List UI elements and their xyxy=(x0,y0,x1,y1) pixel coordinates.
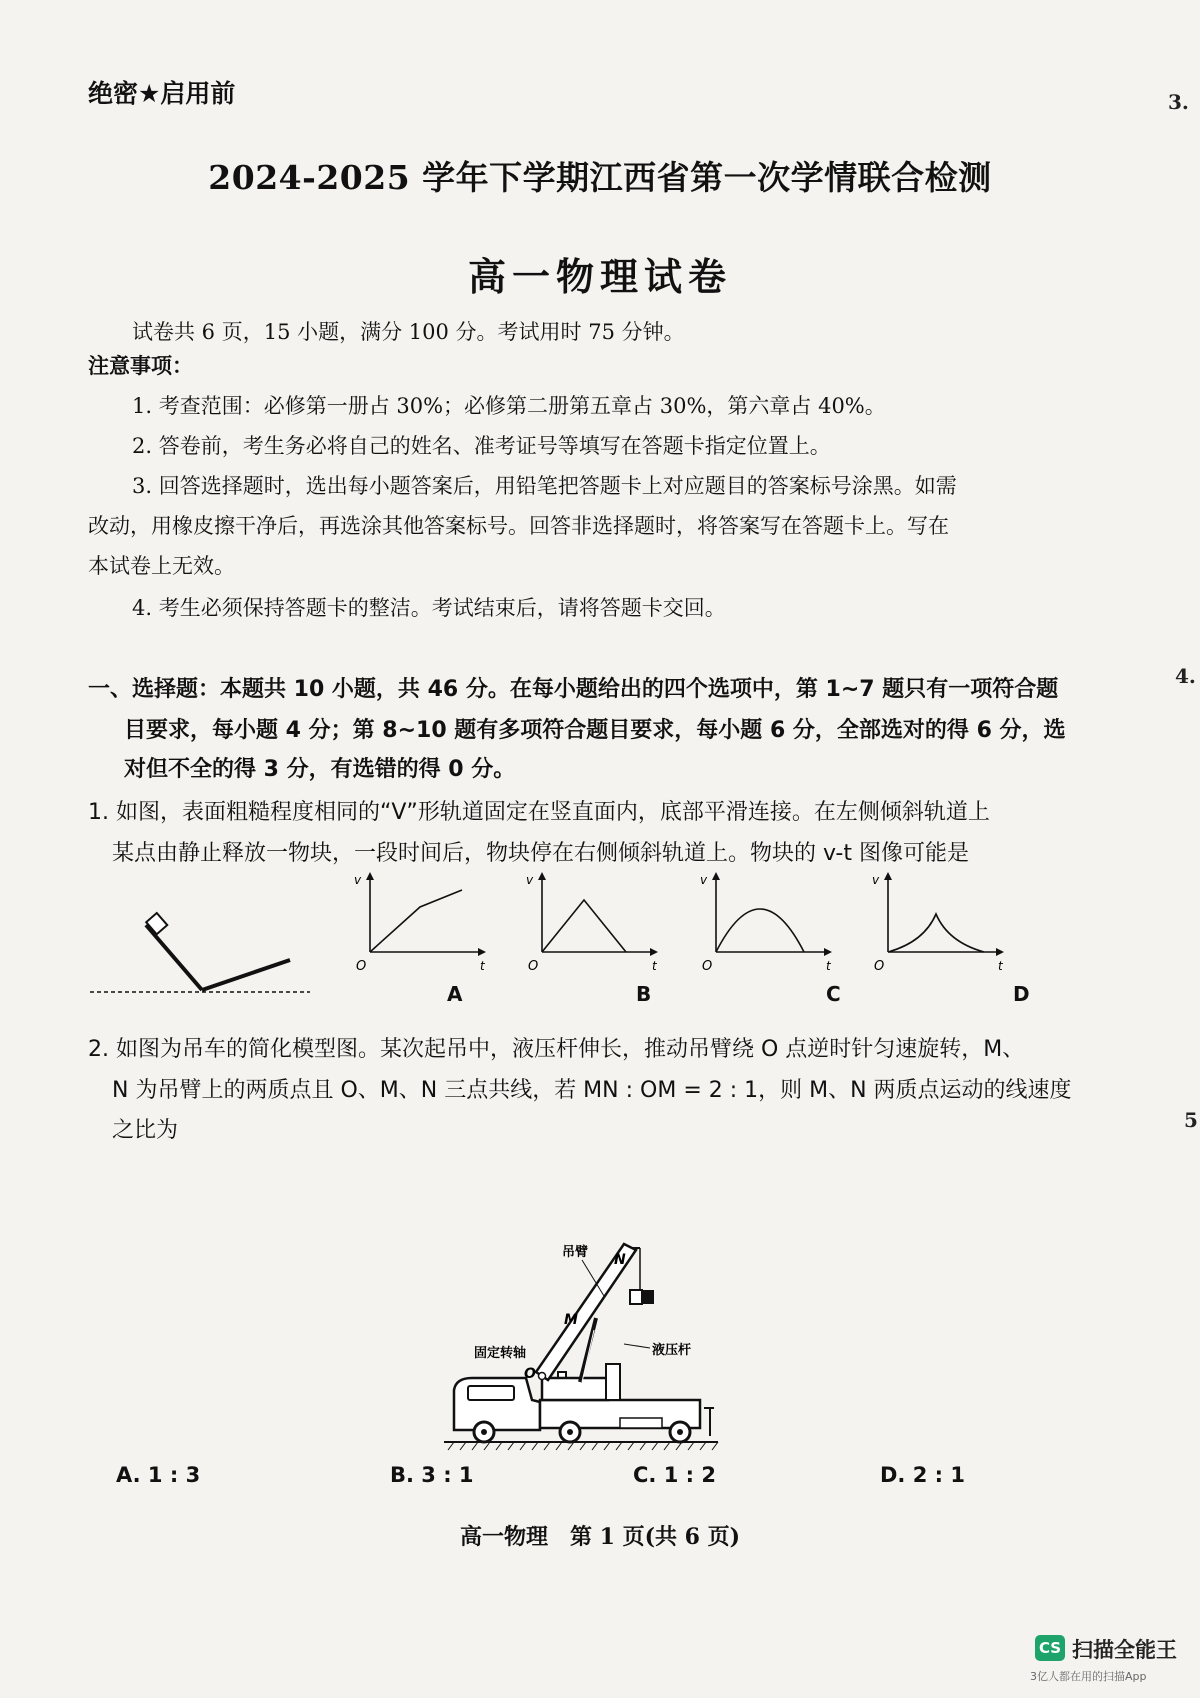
page-footer: 高一物理 第 1 页(共 6 页) xyxy=(459,1524,741,1550)
axis-v-label: v xyxy=(354,873,362,887)
axis-v-label: v xyxy=(526,873,534,887)
graph-label-b: B xyxy=(636,982,652,1006)
app-name: 扫描全能王 xyxy=(1072,1638,1177,1662)
question-1-text: 某点由静止释放一物块，一段时间后，物块停在右侧倾斜轨道上。物块的 v-t 图像可能是 xyxy=(112,841,969,866)
exam-title: 2024-2025 学年下学期江西省第一次学情联合检测 xyxy=(208,158,992,197)
axis-t-label: t xyxy=(480,959,485,972)
exam-intro: 试卷共 6 页，15 小题，满分 100 分。考试用时 75 分钟。 xyxy=(132,320,685,344)
axis-t-label: t xyxy=(652,959,657,972)
option-b: B. 3 : 1 xyxy=(390,1463,474,1487)
question-1-text: 1. 如图，表面粗糙程度相同的“V”形轨道固定在竖直面内，底部平滑连接。在左侧倾斜轨道上 xyxy=(88,800,990,825)
camscanner-logo-icon: CS xyxy=(1035,1635,1065,1661)
origin-label: O xyxy=(528,959,539,972)
edge-mark: 3. xyxy=(1168,90,1189,114)
notice-line: 改动，用橡皮擦干净后，再选涂其他答案标号。回答非选择题时，将答案写在答题卡上。写在 xyxy=(88,514,949,538)
vt-graph-c xyxy=(696,872,841,972)
v-track-figure xyxy=(90,895,330,1005)
point-n-label: N xyxy=(614,1252,626,1268)
vt-graph-b xyxy=(522,872,667,972)
edge-mark: 5 xyxy=(1184,1108,1198,1132)
graph-label-d: D xyxy=(1013,982,1030,1006)
axis-v-label: v xyxy=(872,873,880,887)
origin-label: O xyxy=(702,959,713,972)
section-heading: 一、选择题：本题共 10 小题，共 46 分。在每小题给出的四个选项中，第 1~7 题只有一项符合题 xyxy=(88,677,1059,702)
crane-figure xyxy=(440,1240,740,1455)
vt-graph-d xyxy=(868,872,1013,972)
option-c: C. 1 : 2 xyxy=(633,1463,716,1487)
origin-label: O xyxy=(356,959,367,972)
option-a: A. 1 : 3 xyxy=(116,1463,201,1487)
app-tagline: 3亿人都在用的扫描App xyxy=(1030,1670,1147,1683)
question-2-text: 2. 如图为吊车的简化模型图。某次起吊中，液压杆伸长，推动吊臂绕 O 点逆时针匀速旋转，M、 xyxy=(88,1037,1025,1062)
notice-line: 3. 回答选择题时，选出每小题答案后，用铅笔把答题卡上对应题目的答案标号涂黑。如需 xyxy=(132,474,957,498)
subject-title: 高一物理试卷 xyxy=(467,254,732,299)
axis-v-label: v xyxy=(700,873,708,887)
arm-label: 吊臂 xyxy=(562,1245,589,1260)
section-heading: 对但不全的得 3 分，有选错的得 0 分。 xyxy=(124,757,516,782)
section-heading: 目要求，每小题 4 分；第 8~10 题有多项符合题目要求，每小题 6 分，全部选对的得 6 分，选 xyxy=(124,718,1066,743)
vt-graph-a xyxy=(350,872,495,972)
graph-label-a: A xyxy=(447,982,463,1006)
notice-line: 2. 答卷前，考生务必将自己的姓名、准考证号等填写在答题卡指定位置上。 xyxy=(132,434,831,458)
rod-label: 液压杆 xyxy=(652,1343,692,1358)
axis-label: 固定转轴 xyxy=(474,1346,527,1361)
notice-line: 4. 考生必须保持答题卡的整洁。考试结束后，请将答题卡交回。 xyxy=(132,596,726,620)
axis-t-label: t xyxy=(826,959,831,972)
confidential-mark: 绝密★启用前 xyxy=(88,79,236,108)
notice-line: 本试卷上无效。 xyxy=(88,554,235,578)
question-2-text: 之比为 xyxy=(112,1118,179,1143)
graph-label-c: C xyxy=(826,982,841,1006)
edge-mark: 4. xyxy=(1175,664,1196,688)
question-2-text: N 为吊臂上的两质点且 O、M、N 三点共线，若 MN : OM = 2 : 1，则 M、N 两质点运动的线速度 xyxy=(112,1078,1072,1103)
notice-line: 1. 考查范围：必修第一册占 30%；必修第二册第五章占 30%，第六章占 40%。 xyxy=(132,394,886,418)
option-d: D. 2 : 1 xyxy=(880,1463,965,1487)
notice-heading: 注意事项： xyxy=(88,353,193,378)
point-m-label: M xyxy=(564,1312,578,1328)
point-o-label: O xyxy=(524,1366,536,1382)
origin-label: O xyxy=(874,959,885,972)
axis-t-label: t xyxy=(998,959,1003,972)
